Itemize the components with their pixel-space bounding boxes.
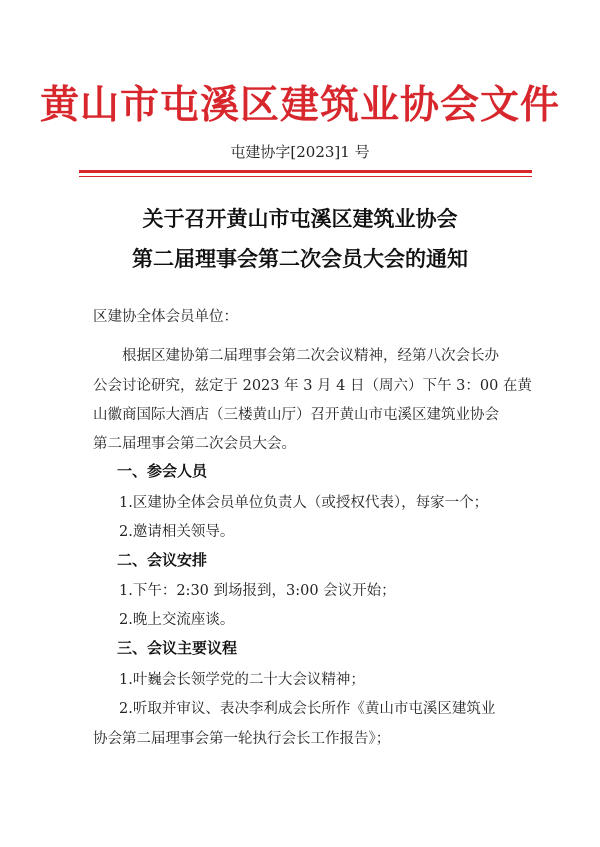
intro-line: 根据区建协第二届理事会第二次会议精神，经第八次会长办 [122, 348, 499, 364]
intro-line: 第二届理事会第二次会员大会。 [93, 436, 296, 452]
list-item: 1.区建协全体会员单位负责人（或授权代表），每家一个； [119, 495, 489, 511]
intro-line: 山徽商国际大酒店（三楼黄山厅）召开黄山市屯溪区建筑业协会 [93, 407, 499, 423]
list-item: 2.听取并审议、表决李利成会长所作《黄山市屯溪区建筑业 [119, 701, 496, 717]
list-item: 协会第二届理事会第一轮执行会长工作报告》； [93, 731, 391, 747]
header-divider-thick [79, 170, 532, 173]
notice-title-line-1: 关于召开黄山市屯溪区建筑业协会 [142, 206, 458, 231]
notice-title-line-2: 第二届理事会第二次会员大会的通知 [132, 246, 468, 271]
section-heading-agenda: 三、会议主要议程 [117, 639, 238, 657]
list-item: 1.下午：2:30 到场报到，3:00 会议开始； [119, 583, 396, 599]
list-item: 1.叶巍会长领学党的二十大会议精神； [119, 672, 365, 688]
document-number: 屯建协字[2023]1 号 [230, 143, 370, 161]
document-header-title: 黄山市屯溪区建筑业协会文件 [39, 82, 560, 128]
header-divider-thin [79, 176, 532, 177]
salutation: 区建协全体会员单位： [93, 309, 238, 325]
list-item: 2.晚上交流座谈。 [119, 612, 235, 628]
section-heading-attendees: 一、参会人员 [117, 462, 208, 480]
intro-line: 公会讨论研究，兹定于 2023 年 3 月 4 日（周六）下午 3：00 在黄 [93, 378, 532, 394]
section-heading-arrangement: 二、会议安排 [117, 551, 208, 569]
list-item: 2.邀请相关领导。 [119, 524, 235, 540]
